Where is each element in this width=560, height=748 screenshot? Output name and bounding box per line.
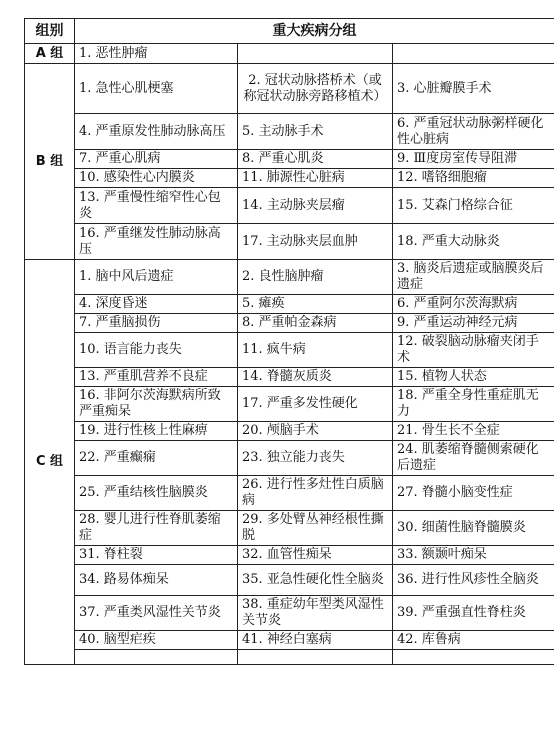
empty-cell — [238, 44, 393, 64]
table-row — [25, 224, 555, 260]
table-row — [25, 422, 555, 441]
disease-cell: 18. 严重大动脉炎 — [393, 224, 555, 260]
disease-cell: 8. 严重心肌炎 — [238, 150, 393, 169]
group-column-header: 组别 — [25, 19, 75, 44]
table-row — [25, 387, 555, 422]
disease-cell: 23. 独立能力丧失 — [238, 441, 393, 476]
disease-cell: 31. 脊柱裂 — [75, 546, 238, 565]
table-row — [25, 188, 555, 224]
disease-cell: 41. 神经白塞病 — [238, 631, 393, 650]
table-row — [25, 476, 555, 511]
disease-cell: 9. 严重运动神经元病 — [393, 314, 555, 333]
disease-cell: 39. 严重强直性脊柱炎 — [393, 596, 555, 631]
disease-cell: 2. 冠状动脉搭桥术（或称冠状动脉旁路移植术） — [238, 64, 393, 114]
disease-cell: 6. 严重冠状动脉粥样硬化性心脏病 — [393, 114, 555, 150]
disease-cell: 6. 严重阿尔茨海默病 — [393, 295, 555, 314]
disease-cell: 16. 非阿尔茨海默病所致严重痴呆 — [75, 387, 238, 422]
disease-cell: 25. 严重结核性脑膜炎 — [75, 476, 238, 511]
disease-cell: 29. 多处臂丛神经根性撕脱 — [238, 511, 393, 546]
table-row — [25, 114, 555, 150]
disease-cell: 26. 进行性多灶性白质脑病 — [238, 476, 393, 511]
empty-cell — [238, 650, 393, 665]
disease-group-table-container — [24, 18, 554, 748]
group-label-a: A 组 — [25, 44, 75, 64]
empty-cell — [393, 650, 555, 665]
disease-cell: 1. 脑中风后遗症 — [75, 260, 238, 295]
disease-cell: 3. 心脏瓣膜手术 — [393, 64, 555, 114]
table-row-group-a — [25, 44, 555, 64]
disease-cell: 10. 语言能力丧失 — [75, 333, 238, 368]
table-row — [25, 314, 555, 333]
disease-cell: 4. 深度昏迷 — [75, 295, 238, 314]
disease-cell: 11. 疯牛病 — [238, 333, 393, 368]
disease-cell: 9. Ⅲ度房室传导阻滞 — [393, 150, 555, 169]
disease-cell: 27. 脊髓小脑变性症 — [393, 476, 555, 511]
disease-cell: 5. 瘫痪 — [238, 295, 393, 314]
table-row — [25, 150, 555, 169]
disease-cell: 34. 路易体痴呆 — [75, 565, 238, 596]
disease-cell: 12. 嗜铬细胞瘤 — [393, 169, 555, 188]
disease-cell: 16. 严重继发性肺动脉高压 — [75, 224, 238, 260]
disease-cell: 21. 骨生长不全症 — [393, 422, 555, 441]
disease-cell: 7. 严重心肌病 — [75, 150, 238, 169]
disease-cell: 17. 主动脉夹层血肿 — [238, 224, 393, 260]
disease-cell: 32. 血管性痴呆 — [238, 546, 393, 565]
table-row — [25, 631, 555, 650]
disease-cell: 22. 严重癫痫 — [75, 441, 238, 476]
disease-cell: 30. 细菌性脑脊髓膜炎 — [393, 511, 555, 546]
disease-cell: 13. 严重肌营养不良症 — [75, 368, 238, 387]
table-header-row — [25, 19, 555, 44]
disease-cell: 11. 肺源性心脏病 — [238, 169, 393, 188]
disease-cell: 36. 进行性风疹性全脑炎 — [393, 565, 555, 596]
disease-cell: 33. 额颞叶痴呆 — [393, 546, 555, 565]
table-row — [25, 441, 555, 476]
disease-cell: 14. 主动脉夹层瘤 — [238, 188, 393, 224]
disease-column-header: 重大疾病分组 — [75, 19, 555, 44]
empty-cell — [393, 44, 555, 64]
table-row-cutoff — [25, 650, 555, 665]
disease-cell: 1. 急性心肌梗塞 — [75, 64, 238, 114]
disease-cell: 5. 主动脉手术 — [238, 114, 393, 150]
disease-cell: 15. 艾森门格综合征 — [393, 188, 555, 224]
disease-cell: 3. 脑炎后遗症或脑膜炎后遗症 — [393, 260, 555, 295]
disease-cell: 35. 亚急性硬化性全脑炎 — [238, 565, 393, 596]
disease-cell: 38. 重症幼年型类风湿性关节炎 — [238, 596, 393, 631]
disease-cell: 4. 严重原发性肺动脉高压 — [75, 114, 238, 150]
table-row — [25, 511, 555, 546]
disease-cell: 1. 恶性肿瘤 — [75, 44, 238, 64]
disease-cell: 42. 库鲁病 — [393, 631, 555, 650]
table-row — [25, 368, 555, 387]
disease-cell: 24. 肌萎缩脊髓侧索硬化后遗症 — [393, 441, 555, 476]
table-row — [25, 295, 555, 314]
group-label-c: C 组 — [25, 260, 75, 665]
disease-cell: 8. 严重帕金森病 — [238, 314, 393, 333]
disease-cell: 15. 植物人状态 — [393, 368, 555, 387]
disease-cell: 10. 感染性心内膜炎 — [75, 169, 238, 188]
table-row — [25, 565, 555, 596]
disease-cell: 40. 脑型疟疾 — [75, 631, 238, 650]
empty-cell — [75, 650, 238, 665]
disease-cell: 37. 严重类风湿性关节炎 — [75, 596, 238, 631]
disease-cell: 12. 破裂脑动脉瘤夹闭手术 — [393, 333, 555, 368]
disease-cell: 17. 严重多发性硬化 — [238, 387, 393, 422]
table-row — [25, 596, 555, 631]
disease-cell: 13. 严重慢性缩窄性心包炎 — [75, 188, 238, 224]
disease-cell: 14. 脊髓灰质炎 — [238, 368, 393, 387]
disease-cell: 19. 进行性核上性麻痹 — [75, 422, 238, 441]
disease-cell: 28. 婴儿进行性脊肌萎缩症 — [75, 511, 238, 546]
disease-cell: 2. 良性脑肿瘤 — [238, 260, 393, 295]
group-label-b: B 组 — [25, 64, 75, 260]
disease-cell: 18. 严重全身性重症肌无力 — [393, 387, 555, 422]
disease-cell: 20. 颅脑手术 — [238, 422, 393, 441]
table-row — [25, 64, 555, 114]
table-row — [25, 333, 555, 368]
table-row — [25, 546, 555, 565]
table-row — [25, 260, 555, 295]
disease-cell: 7. 严重脑损伤 — [75, 314, 238, 333]
disease-group-table — [24, 18, 554, 665]
table-row — [25, 169, 555, 188]
